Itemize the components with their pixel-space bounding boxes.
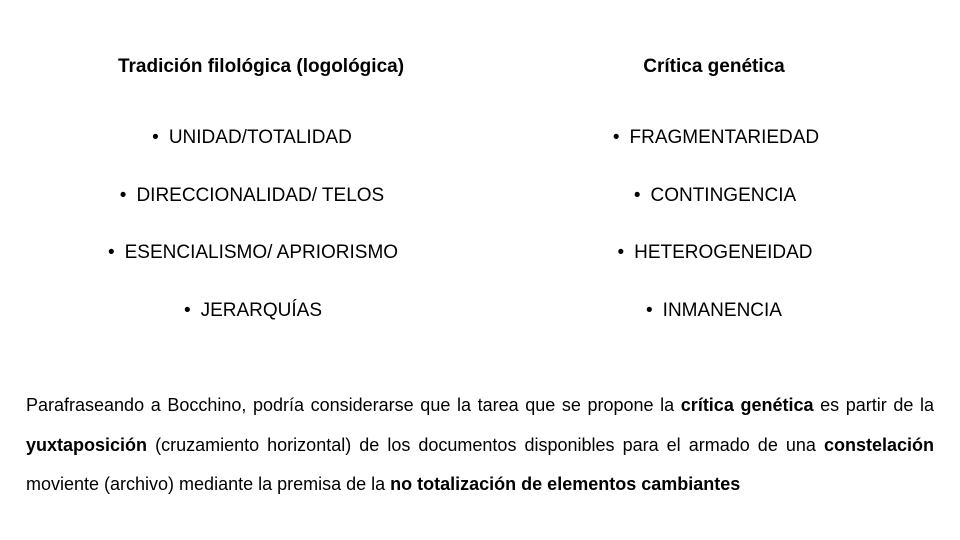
left-bullet-item: • DIRECCIONALIDAD/ TELOS bbox=[119, 185, 385, 206]
paragraph-segment: moviente (archivo) mediante la premisa de la bbox=[26, 474, 391, 494]
paragraph-bold-segment: constelación bbox=[823, 434, 934, 455]
left-bullet-item: • UNIDAD/TOTALIDAD bbox=[152, 127, 352, 148]
right-bullet-item: • FRAGMENTARIEDAD bbox=[612, 127, 820, 148]
left-bullet-item: • JERARQUÍAS bbox=[183, 300, 323, 321]
paragraph-bold-segment: yuxtaposición bbox=[26, 434, 148, 455]
paragraph-bold-segment: crítica genética bbox=[680, 395, 814, 415]
right-bullet-item: • HETEROGENEIDAD bbox=[617, 242, 813, 263]
right-column-title: Crítica genética bbox=[643, 56, 785, 77]
paragraph-segment: Parafraseando a Bocchino, podría considerarse que la tarea que se propone la bbox=[26, 395, 681, 415]
paragraph-bold-segment: no totalización de elementos cambiantes bbox=[390, 474, 741, 494]
left-column-title: Tradición filológica (logológica) bbox=[117, 56, 405, 77]
paragraph-segment: es partir de la bbox=[813, 395, 934, 415]
right-bullet-item: • CONTINGENCIA bbox=[633, 185, 797, 206]
left-bullet-item: • ESENCIALISMO/ APRIORISMO bbox=[107, 242, 399, 263]
right-bullet-item: • INMANENCIA bbox=[646, 300, 782, 321]
paragraph-segment: (cruzamiento horizontal) de los documentos disponibles para el armado de una bbox=[147, 434, 824, 455]
summary-paragraph bbox=[26, 386, 934, 505]
